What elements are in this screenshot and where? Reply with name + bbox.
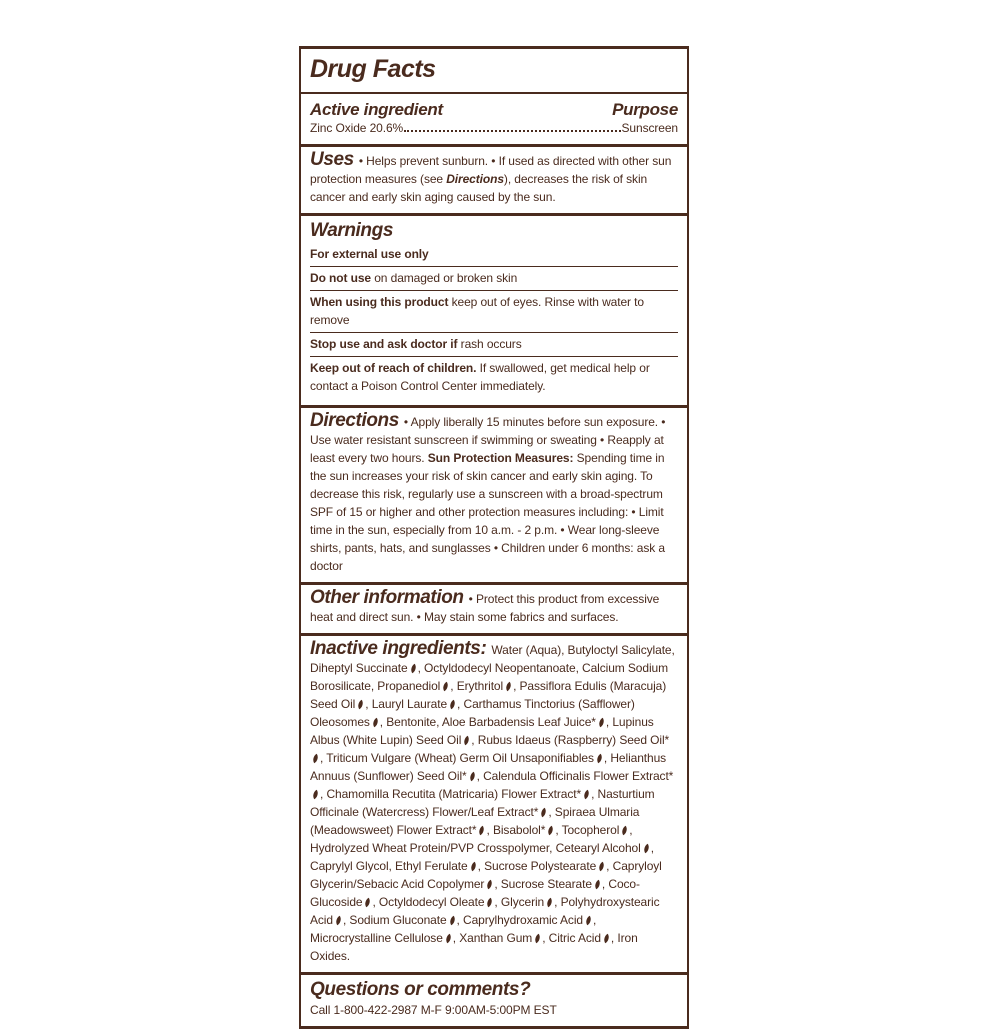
warnings-section [301, 216, 687, 405]
drug-facts-title: Drug Facts [310, 55, 436, 83]
active-ingredient-header-row [310, 98, 678, 120]
warnings-heading: Warnings [310, 219, 394, 241]
leaf-icon [602, 933, 612, 943]
leaf-icon [447, 915, 457, 925]
leaf-icon [334, 915, 344, 925]
leaf-icon [584, 915, 594, 925]
leaf-icon [468, 861, 478, 871]
leaf-icon [597, 861, 607, 871]
leaf-icon [371, 717, 381, 727]
purpose-heading: Purpose [612, 99, 678, 119]
leaf-icon [444, 933, 454, 943]
active-ingredient-heading: Active ingredient [310, 99, 443, 119]
leaf-icon [408, 663, 418, 673]
inactive-ingredients-section [301, 636, 687, 972]
uses-heading: Uses [310, 148, 354, 170]
leaf-icon [582, 789, 592, 799]
drug-facts-header [301, 49, 687, 92]
directions-section [301, 408, 687, 582]
uses-text: • Helps prevent sunburn. • If used as directed with other sun protection measures (see Directions), decreases the risk of skin cancer and early skin aging caused by the sun. [310, 153, 672, 204]
leaf-icon [641, 843, 651, 853]
warning-row: Do not use on damaged or broken skin [310, 267, 678, 291]
active-ingredient-section [301, 94, 687, 144]
leaf-icon [593, 879, 603, 889]
leaf-icon [597, 717, 607, 727]
warning-row: When using this product keep out of eyes. Rinse with water to remove [310, 291, 678, 333]
active-ingredient-row [310, 120, 678, 137]
leaf-icon [311, 789, 321, 799]
inactive-ingredients-text: Water (Aqua), Butyloctyl Salicylate, Diheptyl Succinate , Octyldodecyl Neopentanoate, Calcium Sodium Borosilicate, Propanediol , Erythritol , Passiflora Edulis (Maracuja) Seed Oil , Lauryl Laurate , Carthamus Tinctorius (Safflower) Oleosomes , Bentonite, Aloe Barbadensis Leaf Juice* , Lupinus Albus (White Lupin) Seed Oil , Rubus Idaeus (Raspberry) Seed Oil*, Triticum Vulgare (Wheat) Germ Oil Unsaponifiables , Helianthus Annuus (Sunflower) Seed Oil* , Calendula Officinalis Flower Extract*, Chamomilla Recutita (Matricaria) Flower Extract* , Nasturtium Officinale (Watercress) Flower/Leaf Extract* , Spiraea Ulmaria (Meadowsweet) Flower Extract* , Bisabolol* , Tocopherol , Hydrolyzed Wheat Protein/PVP Crosspolymer, Cetearyl Alcohol , Caprylyl Glycol, Ethyl Ferulate , Sucrose Polystearate , Capryloyl Glycerin/Sebacic Acid Copolymer , Sucrose Stearate , Coco-Glucoside , Octyldodecyl Oleate , Glycerin , Polyhydroxystearic Acid , Sodium Gluconate , Caprylhydroxamic Acid , Microcrystalline Cellulose , Xanthan Gum , Citric Acid , Iron Oxides. [310, 642, 675, 963]
questions-section [301, 975, 687, 1026]
active-ingredient-name: Zinc Oxide 20.6% [310, 120, 404, 135]
leaf-icon [467, 771, 477, 781]
dotted-leader [404, 130, 620, 132]
directions-text: • Apply liberally 15 minutes before sun exposure. • Use water resistant sunscreen if swimming or sweating • Reapply at least every two hours. Sun Protection Measures: Spending time in the sun increases your risk of skin cancer and early skin aging. To decrease this risk, regularly use a sunscreen with a broad-spectrum SPF of 15 or higher and other protection measures including: • Limit time in the sun, especially from 10 a.m. - 2 p.m. • Wear long-sleeve shirts, pants, hats, and sunglasses • Children under 6 months: ask a doctor [310, 414, 666, 573]
uses-section [301, 147, 687, 213]
other-information-section [301, 585, 687, 633]
warning-row: Stop use and ask doctor if rash occurs [310, 333, 678, 357]
leaf-icon [545, 897, 555, 907]
other-information-text: • Protect this product from excessive heat and direct sun. • May stain some fabrics and surfaces. [310, 591, 660, 624]
warning-row: For external use only [310, 243, 678, 267]
questions-heading: Questions or comments? [310, 978, 531, 1000]
inactive-ingredients-heading: Inactive ingredients: [310, 637, 487, 659]
purpose-value: Sunscreen [621, 120, 678, 135]
leaf-icon [311, 753, 321, 763]
leaf-icon [448, 699, 458, 709]
leaf-icon [595, 753, 605, 763]
leaf-icon [504, 681, 514, 691]
warning-row: Keep out of reach of children. If swallowed, get medical help or contact a Poison Control Center immediately. [310, 360, 650, 393]
drug-facts-label [299, 46, 689, 1029]
phone-line: Call 1-800-422-2987 M-F 9:00AM-5:00PM EST [310, 1002, 557, 1017]
directions-heading: Directions [310, 409, 399, 431]
other-information-heading: Other information [310, 586, 464, 608]
